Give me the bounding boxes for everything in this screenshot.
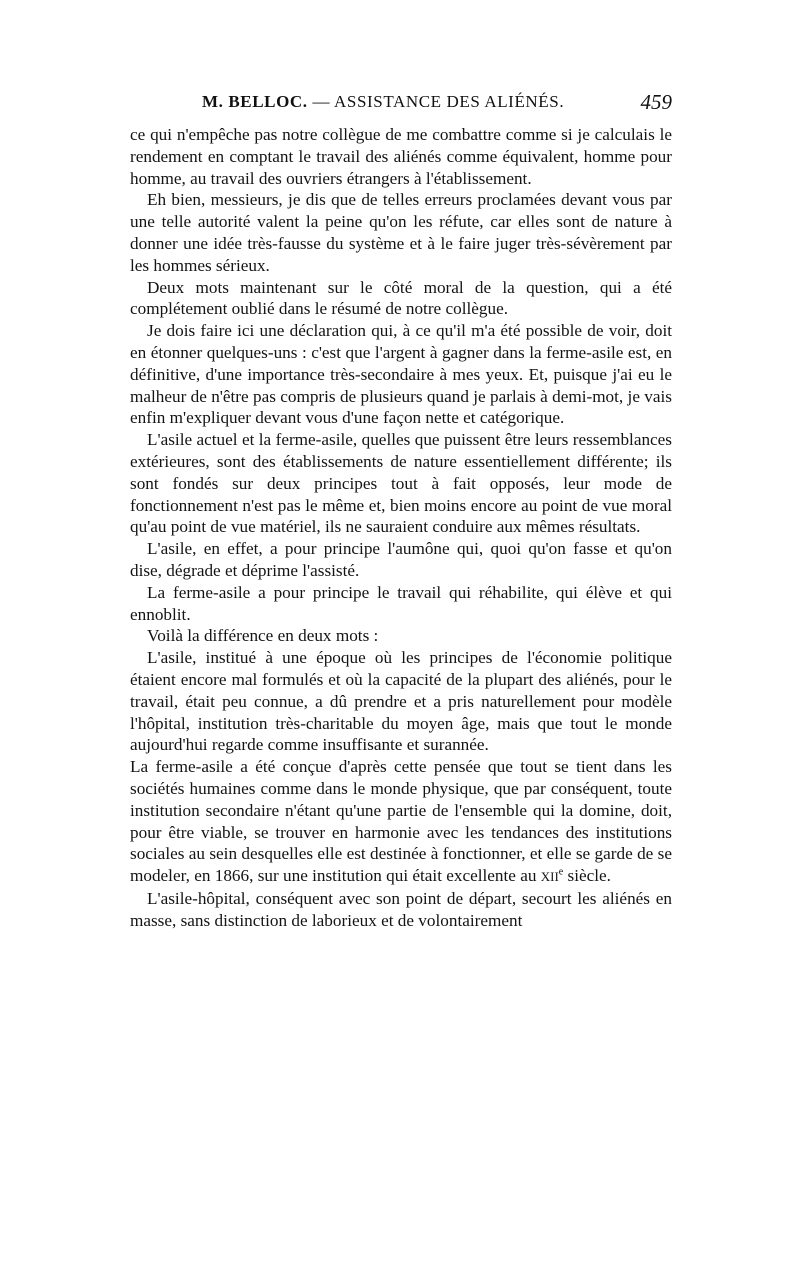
paragraph-text: Voilà la différence en deux mots : [147, 626, 379, 646]
paragraph [130, 582, 672, 626]
running-header [130, 92, 672, 120]
paragraph [130, 189, 672, 276]
paragraph-text: L'asile, institué à une époque où les principes de l'économie politique étaient encore mal formulés et où la capacité de la plupart des aliénés, pour le travail, était peu connue, a dû prendre et a pris naturellement pour modèle l'hôpital, institution très-charitable du moyen âge, mais que tout le monde aujourd'hui regarde comme insuffisante et surannée. [130, 648, 672, 755]
century-numeral: XII [540, 869, 559, 885]
header-author: M. BELLOC. [202, 92, 308, 111]
body-text [130, 124, 672, 931]
paragraph [130, 756, 672, 888]
page-number: 459 [640, 90, 672, 114]
superscript: e [558, 866, 564, 878]
paragraph-text-tail: siècle. [563, 866, 611, 886]
paragraph [130, 625, 672, 647]
header-dash: — [312, 92, 331, 111]
paragraph-text: La ferme-asile a pour principe le travail qui réhabilite, qui élève et qui ennoblit. [130, 582, 672, 624]
header-title: ASSISTANCE DES ALIÉNÉS. [334, 92, 565, 111]
paragraph-text: L'asile, en effet, a pour principe l'aumône qui, quoi qu'on fasse et qu'on dise, dégrade et déprime l'assisté. [130, 539, 672, 580]
paragraph-text: ce qui n'empêche pas notre collègue de me combattre comme si je calculais le rendement en comptant le travail des aliénés comme équivalent, homme pour homme, au travail des ouvriers étrangers à l'établissement. [130, 125, 672, 188]
paragraph-text: L'asile-hôpital, conséquent avec son point de départ, secourt les aliénés en masse, sans distinction de laborieux et de volontairement [130, 888, 672, 930]
running-title [202, 92, 564, 112]
paragraph [130, 124, 672, 189]
paragraph [130, 429, 672, 538]
paragraph-text: Je dois faire ici une déclaration qui, à ce qu'il m'a été possible de voir, doit en étonner quelques-uns : c'est que l'argent à gagner dans la ferme-asile est, en définitive, d'une importance très-secondaire à mes yeux. Et, puisque j'ai eu le malheur de n'être pas compris de plusieurs quand je parlais à demi-mot, je vais enfin m'expliquer devant vous d'une façon nette et catégorique. [130, 321, 672, 428]
paragraph [130, 647, 672, 756]
paragraph [130, 538, 672, 582]
paragraph-text: L'asile actuel et la ferme-asile, quelles que puissent être leurs ressemblances extérieures, sont des établissements de nature essentiellement différente; ils sont fondés sur deux principes tout à fait opposés, leur mode de fonctionnement n'est pas le même et, bien moins encore au point de vue moral qu'au point de vue matériel, ils ne sauraient conduire aux mêmes résultats. [130, 430, 672, 537]
paragraph-text: Deux mots maintenant sur le côté moral de la question, qui a été complétement oublié dans le résumé de notre collègue. [130, 277, 672, 319]
paragraph [130, 277, 672, 321]
paragraph [130, 888, 672, 932]
paragraph-text: La ferme-asile a été conçue d'après cette pensée que tout se tient dans les sociétés humaines comme dans le monde physique, que par conséquent, toute institution secondaire n'étant qu'une partie de l'ensemble qui la domine, doit, pour être viable, se trouver en harmonie avec les tendances des institutions sociales au sein desquelles elle est destinée à fonctionner, et elle se garde de se modeler, en 1866, sur une institution qui était excellente au [130, 757, 672, 886]
paragraph-text: Eh bien, messieurs, je dis que de telles erreurs proclamées devant vous par une telle autorité valent la peine qu'on les réfute, car elles sont de nature à donner une idée très-fausse du système et à le faire juger très-sévèrement par les hommes sérieux. [130, 190, 672, 275]
paragraph [130, 320, 672, 429]
